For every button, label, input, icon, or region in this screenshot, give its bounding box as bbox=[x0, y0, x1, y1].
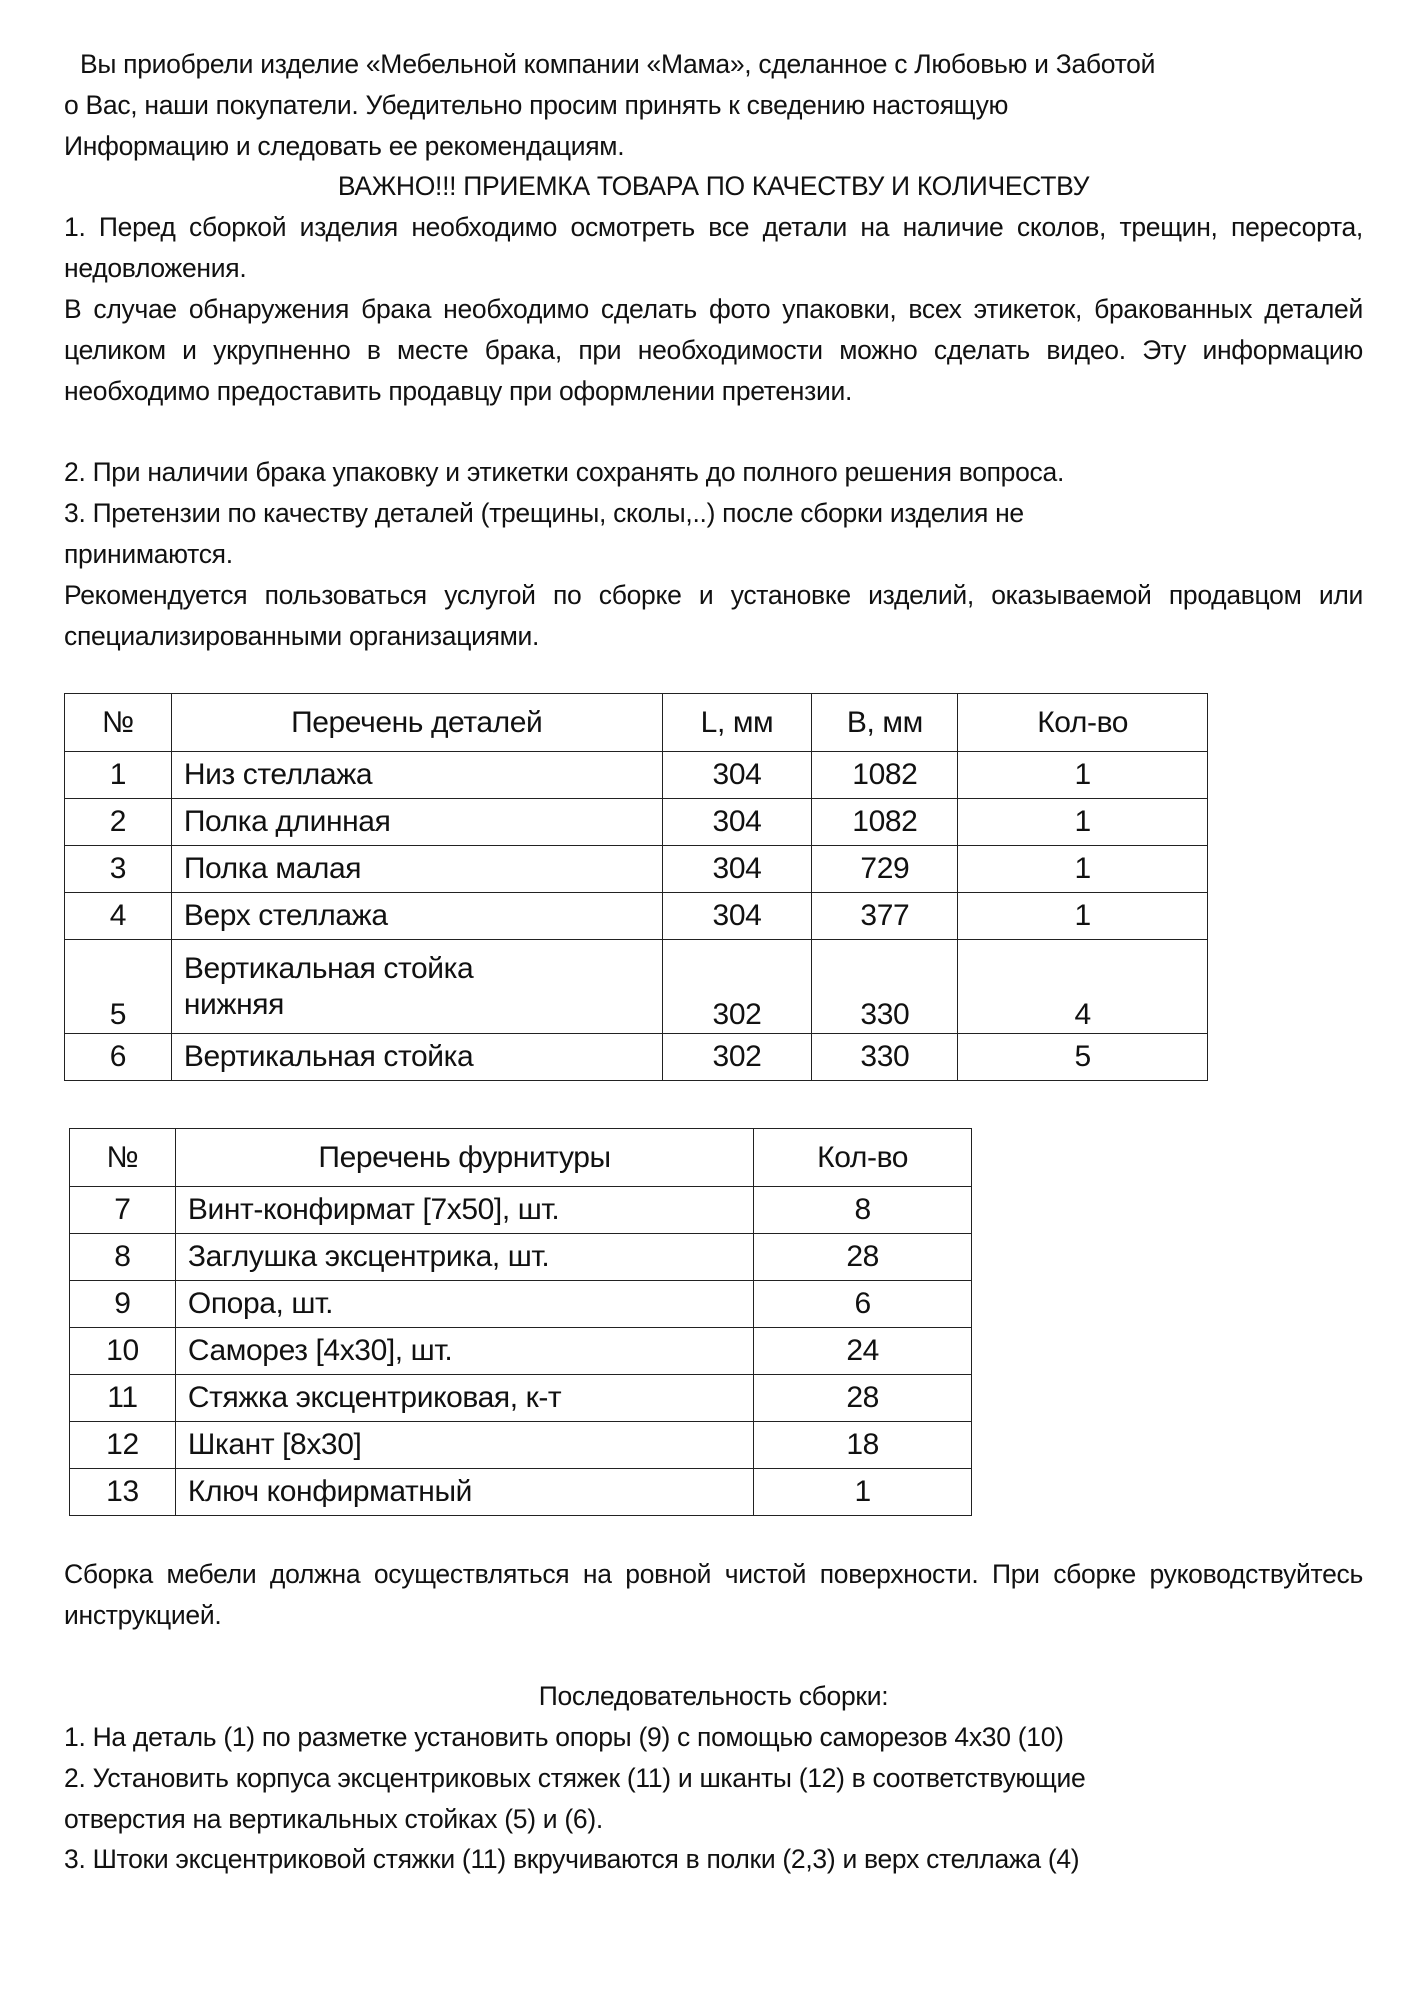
cell-number: 3 bbox=[65, 846, 172, 893]
assembly-sequence bbox=[64, 1717, 1363, 1880]
cell-length: 302 bbox=[662, 1034, 812, 1081]
cell-width: 377 bbox=[812, 893, 958, 940]
cell-name: Низ стеллажа bbox=[171, 752, 662, 799]
rule-1-defects: В случае обнаружения брака необходимо сделать фото упаковки, всех этикеток, бракованных деталей целиком и укрупненно в месте брака, при необходимости можно сделать видео. Эту информацию необходимо предоставить продавцу при оформлении претензии. bbox=[64, 294, 1363, 406]
cell-number: 1 bbox=[65, 752, 172, 799]
header-hardware-name: Перечень фурнитуры bbox=[175, 1129, 753, 1187]
rule-3 bbox=[64, 493, 1363, 575]
recommendation: Рекомендуется пользоваться услугой по сборке и установке изделий, оказываемой продавцом или специализированными организациями. bbox=[64, 580, 1363, 651]
cell-quantity: 8 bbox=[754, 1187, 972, 1234]
cell-quantity: 1 bbox=[958, 799, 1208, 846]
cell-length: 304 bbox=[662, 799, 812, 846]
hardware-table bbox=[69, 1128, 972, 1516]
cell-number: 5 bbox=[65, 940, 172, 1034]
cell-quantity: 28 bbox=[754, 1375, 972, 1422]
table-row bbox=[65, 846, 1208, 893]
cell-quantity: 4 bbox=[958, 940, 1208, 1034]
cell-quantity: 28 bbox=[754, 1234, 972, 1281]
cell-quantity: 1 bbox=[958, 752, 1208, 799]
intro-line-1: Вы приобрели изделие «Мебельной компании «Мама», сделанное с Любовью и Заботой bbox=[80, 49, 1156, 79]
cell-number: 10 bbox=[70, 1328, 176, 1375]
table-row bbox=[70, 1281, 972, 1328]
table-row bbox=[65, 940, 1208, 1034]
table-row bbox=[70, 1422, 972, 1469]
cell-name: Заглушка эксцентрика, шт. bbox=[175, 1234, 753, 1281]
intro-line-2: о Вас, наши покупатели. Убедительно просим принять к сведению настоящую bbox=[64, 89, 1009, 120]
cell-number: 4 bbox=[65, 893, 172, 940]
rule-3-line-2: принимаются. bbox=[64, 538, 233, 569]
cell-number: 11 bbox=[70, 1375, 176, 1422]
cell-width: 729 bbox=[812, 846, 958, 893]
cell-number: 2 bbox=[65, 799, 172, 846]
step-3: 3. Штоки эксцентриковой стяжки (11) вкручиваются в полки (2,3) и верх стеллажа (4) bbox=[64, 1844, 1080, 1875]
cell-name: Винт-конфирмат [7х50], шт. bbox=[175, 1187, 753, 1234]
intro-line-3: Информацию и следовать ее рекомендациям. bbox=[64, 130, 625, 161]
cell-name: Саморез [4х30], шт. bbox=[175, 1328, 753, 1375]
important-heading: ВАЖНО!!! ПРИЕМКА ТОВАРА ПО КАЧЕСТВУ И КОЛИЧЕСТВУ bbox=[337, 171, 1090, 201]
table-row bbox=[65, 1034, 1208, 1081]
cell-name: Полка длинная bbox=[171, 799, 662, 846]
header-number: № bbox=[65, 694, 172, 752]
cell-number: 8 bbox=[70, 1234, 176, 1281]
cell-quantity: 18 bbox=[754, 1422, 972, 1469]
cell-width: 330 bbox=[812, 1034, 958, 1081]
cell-quantity: 1 bbox=[958, 893, 1208, 940]
cell-name: Опора, шт. bbox=[175, 1281, 753, 1328]
table-header-row bbox=[70, 1129, 972, 1187]
table-row bbox=[70, 1375, 972, 1422]
cell-quantity: 1 bbox=[958, 846, 1208, 893]
parts-table bbox=[64, 693, 1208, 1081]
header-part-name: Перечень деталей bbox=[171, 694, 662, 752]
cell-name: Верх стеллажа bbox=[171, 893, 662, 940]
rule-2: 2. При наличии брака упаковку и этикетки сохранять до полного решения вопроса. bbox=[64, 457, 1065, 487]
rule-1: 1. Перед сборкой изделия необходимо осмотреть все детали на наличие сколов, трещин, пересорта, недовложения. bbox=[64, 212, 1363, 283]
header-quantity: Кол-во bbox=[754, 1129, 972, 1187]
step-2-line-2: отверстия на вертикальных стойках (5) и (6). bbox=[64, 1803, 603, 1834]
cell-length: 304 bbox=[662, 893, 812, 940]
cell-number: 13 bbox=[70, 1469, 176, 1516]
cell-name: Стяжка эксцентриковая, к-т bbox=[175, 1375, 753, 1422]
cell-number: 9 bbox=[70, 1281, 176, 1328]
cell-name: Вертикальная стойка нижняя bbox=[171, 940, 662, 1034]
table-row bbox=[65, 752, 1208, 799]
header-quantity: Кол-во bbox=[958, 694, 1208, 752]
table-header-row bbox=[65, 694, 1208, 752]
cell-quantity: 6 bbox=[754, 1281, 972, 1328]
step-2-line-1: 2. Установить корпуса эксцентриковых стяжек (11) и шканты (12) в соответствующие bbox=[64, 1762, 1086, 1793]
table-row bbox=[70, 1469, 972, 1516]
cell-length: 304 bbox=[662, 752, 812, 799]
cell-number: 7 bbox=[70, 1187, 176, 1234]
cell-length: 304 bbox=[662, 846, 812, 893]
sequence-title: Последовательность сборки: bbox=[538, 1681, 889, 1711]
header-width: B, мм bbox=[812, 694, 958, 752]
cell-quantity: 5 bbox=[958, 1034, 1208, 1081]
cell-quantity: 24 bbox=[754, 1328, 972, 1375]
cell-name: Шкант [8х30] bbox=[175, 1422, 753, 1469]
table-row bbox=[70, 1234, 972, 1281]
cell-name: Полка малая bbox=[171, 846, 662, 893]
cell-name: Вертикальная стойка bbox=[171, 1034, 662, 1081]
cell-width: 1082 bbox=[812, 799, 958, 846]
header-number: № bbox=[70, 1129, 176, 1187]
table-row bbox=[70, 1187, 972, 1234]
assembly-note: Сборка мебели должна осуществляться на ровной чистой поверхности. При сборке руководствуйтесь инструкцией. bbox=[64, 1559, 1363, 1630]
cell-width: 330 bbox=[812, 940, 958, 1034]
cell-number: 6 bbox=[65, 1034, 172, 1081]
cell-length: 302 bbox=[662, 940, 812, 1034]
cell-quantity: 1 bbox=[754, 1469, 972, 1516]
table-row bbox=[70, 1328, 972, 1375]
cell-name: Ключ конфирматный bbox=[175, 1469, 753, 1516]
cell-width: 1082 bbox=[812, 752, 958, 799]
rule-3-line-1: 3. Претензии по качеству деталей (трещины, сколы,..) после сборки изделия не bbox=[64, 498, 1024, 528]
header-length: L, мм bbox=[662, 694, 812, 752]
intro-text bbox=[64, 44, 1363, 166]
table-row bbox=[65, 893, 1208, 940]
table-row bbox=[65, 799, 1208, 846]
cell-number: 12 bbox=[70, 1422, 176, 1469]
step-1: 1. На деталь (1) по разметке установить опоры (9) с помощью саморезов 4х30 (10) bbox=[64, 1722, 1064, 1752]
